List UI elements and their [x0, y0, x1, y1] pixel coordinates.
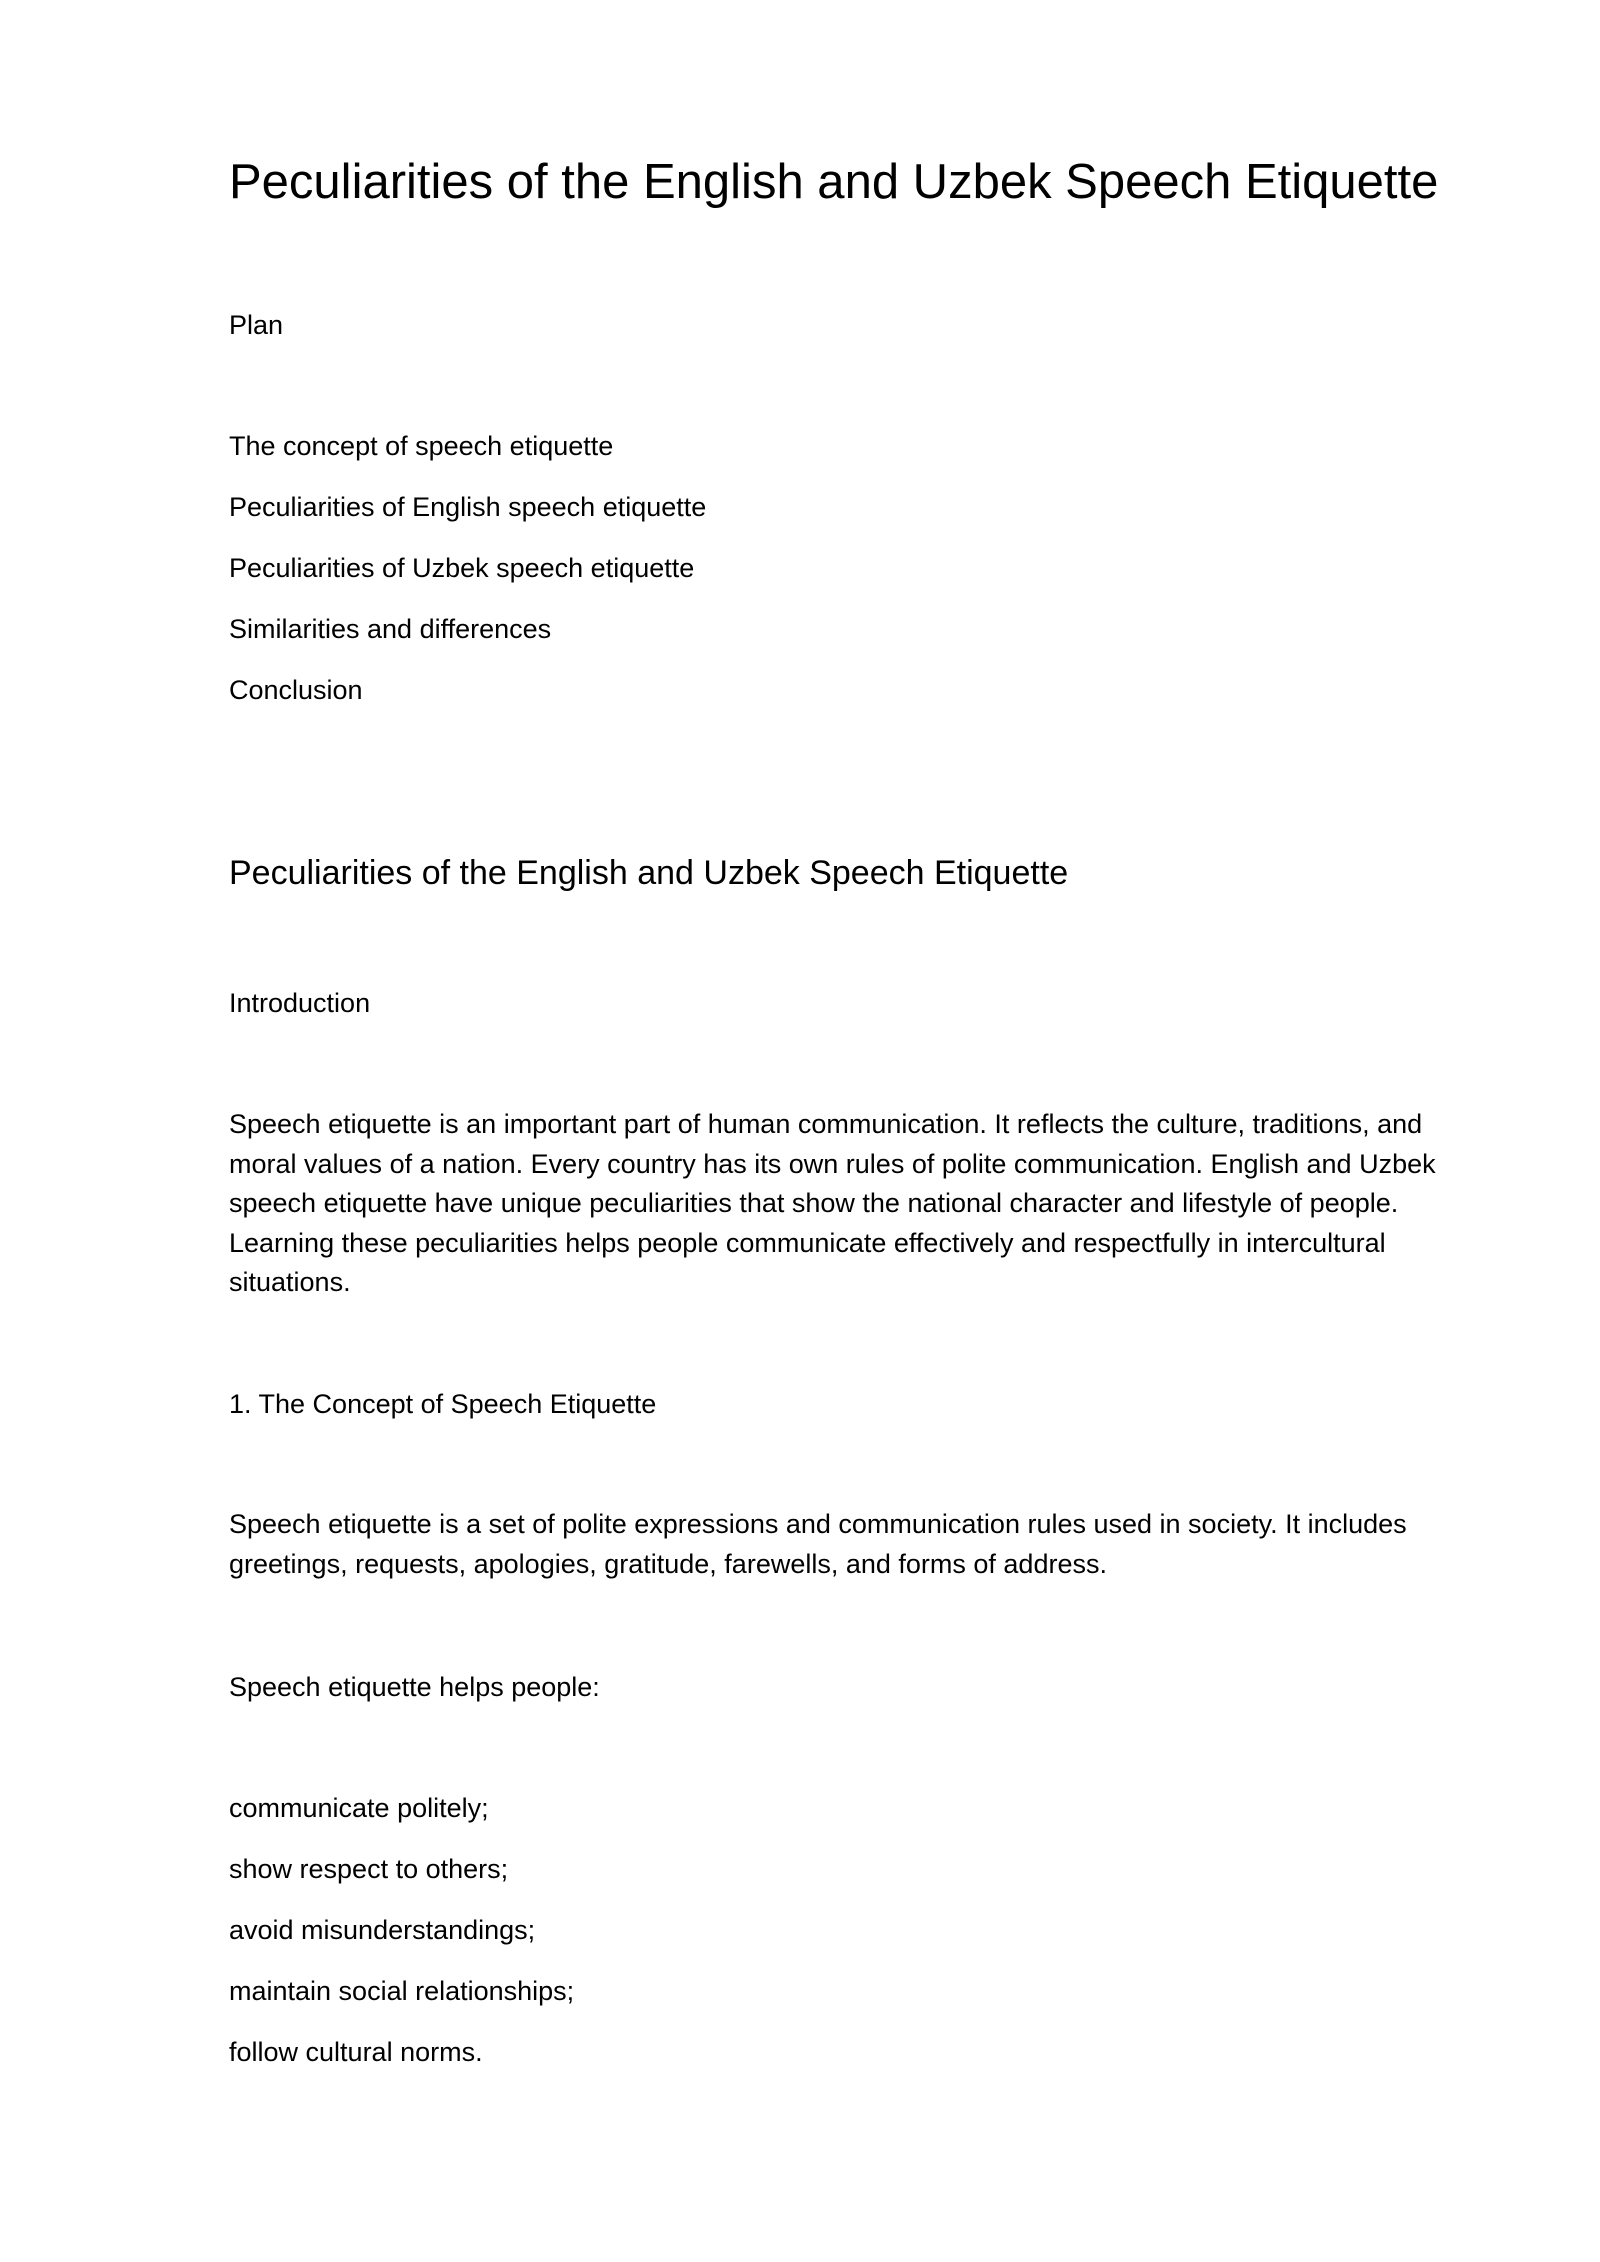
helps-list — [229, 1795, 574, 2100]
document-title: Peculiarities of the English and Uzbek Speech Etiquette — [229, 155, 1439, 209]
section-heading: 1. The Concept of Speech Etiquette — [229, 1389, 657, 1419]
helps-item: follow cultural norms. — [229, 2037, 483, 2067]
plan-item: Peculiarities of Uzbek speech etiquette — [229, 553, 695, 583]
section-paragraph: Speech etiquette is a set of polite expressions and communication rules used in society. It includes greetings, requests, apologies, gratitude, farewells, and forms of address. — [229, 1509, 1407, 1579]
plan-item: Peculiarities of English speech etiquette — [229, 492, 707, 522]
helps-item: maintain social relationships; — [229, 1976, 575, 2006]
helps-item: communicate politely; — [229, 1793, 489, 1823]
helps-item: avoid misunderstandings; — [229, 1915, 536, 1945]
introduction-heading: Introduction — [229, 988, 371, 1018]
plan-item: Conclusion — [229, 675, 363, 705]
plan-list — [229, 433, 706, 738]
helps-intro: Speech etiquette helps people: — [229, 1672, 600, 1702]
plan-item: The concept of speech etiquette — [229, 431, 614, 461]
plan-heading: Plan — [229, 310, 284, 340]
helps-item: show respect to others; — [229, 1854, 509, 1884]
plan-item: Similarities and differences — [229, 614, 552, 644]
body-title: Peculiarities of the English and Uzbek Speech Etiquette — [229, 854, 1069, 892]
introduction-paragraph: Speech etiquette is an important part of human communication. It reflects the culture, traditions, and moral values of a nation. Every country has its own rules of polite communication. English and Uzbek speech etiquette have unique peculiarities that show the national character and lifestyle of people. Learning these peculiarities helps people communicate effectively and respectfully in intercultural situations. — [229, 1109, 1436, 1297]
